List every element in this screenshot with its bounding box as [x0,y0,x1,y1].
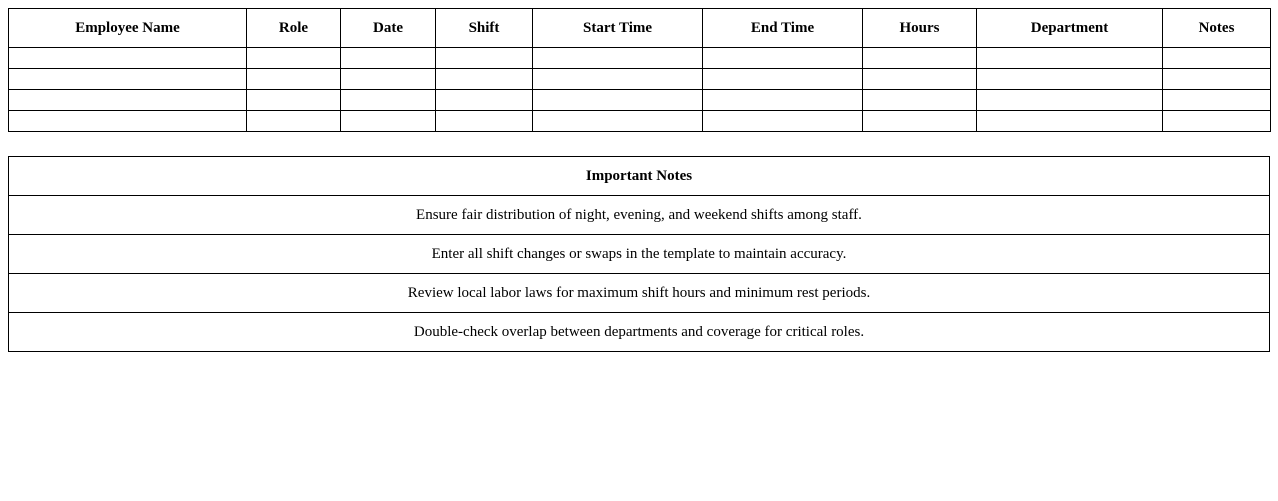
date-cell[interactable] [341,90,436,111]
employee-name-cell[interactable] [9,111,247,132]
table-row [9,69,1271,90]
employee-name-cell[interactable] [9,69,247,90]
department-cell[interactable] [977,111,1163,132]
shift-cell[interactable] [436,111,533,132]
column-header-employee-name: Employee Name [9,9,247,48]
column-header-role: Role [247,9,341,48]
shift-schedule-table [8,8,1271,132]
employee-name-cell[interactable] [9,48,247,69]
note-row [9,196,1270,235]
column-header-shift: Shift [436,9,533,48]
column-header-end-time: End Time [703,9,863,48]
note-row [9,274,1270,313]
column-header-hours: Hours [863,9,977,48]
hours-cell[interactable] [863,90,977,111]
note-item: Double-check overlap between departments and coverage for critical roles. [9,313,1270,352]
notes-cell[interactable] [1163,90,1271,111]
date-cell[interactable] [341,69,436,90]
end-time-cell[interactable] [703,111,863,132]
date-cell[interactable] [341,48,436,69]
start-time-cell[interactable] [533,90,703,111]
role-cell[interactable] [247,111,341,132]
note-item: Review local labor laws for maximum shift hours and minimum rest periods. [9,274,1270,313]
table-row [9,48,1271,69]
role-cell[interactable] [247,48,341,69]
note-item: Ensure fair distribution of night, evening, and weekend shifts among staff. [9,196,1270,235]
department-cell[interactable] [977,69,1163,90]
notes-cell[interactable] [1163,48,1271,69]
shift-cell[interactable] [436,48,533,69]
date-cell[interactable] [341,111,436,132]
note-row [9,235,1270,274]
column-header-department: Department [977,9,1163,48]
column-header-start-time: Start Time [533,9,703,48]
hours-cell[interactable] [863,48,977,69]
column-header-notes: Notes [1163,9,1271,48]
end-time-cell[interactable] [703,48,863,69]
schedule-header-row [9,9,1271,48]
table-row [9,111,1271,132]
start-time-cell[interactable] [533,69,703,90]
note-row [9,313,1270,352]
note-item: Enter all shift changes or swaps in the template to maintain accuracy. [9,235,1270,274]
department-cell[interactable] [977,90,1163,111]
important-notes-table [8,156,1270,352]
shift-cell[interactable] [436,69,533,90]
end-time-cell[interactable] [703,90,863,111]
employee-name-cell[interactable] [9,90,247,111]
hours-cell[interactable] [863,111,977,132]
start-time-cell[interactable] [533,111,703,132]
role-cell[interactable] [247,90,341,111]
notes-header-row [9,157,1270,196]
role-cell[interactable] [247,69,341,90]
shift-cell[interactable] [436,90,533,111]
table-row [9,90,1271,111]
notes-cell[interactable] [1163,111,1271,132]
column-header-date: Date [341,9,436,48]
notes-title: Important Notes [9,157,1270,196]
end-time-cell[interactable] [703,69,863,90]
start-time-cell[interactable] [533,48,703,69]
notes-cell[interactable] [1163,69,1271,90]
department-cell[interactable] [977,48,1163,69]
hours-cell[interactable] [863,69,977,90]
